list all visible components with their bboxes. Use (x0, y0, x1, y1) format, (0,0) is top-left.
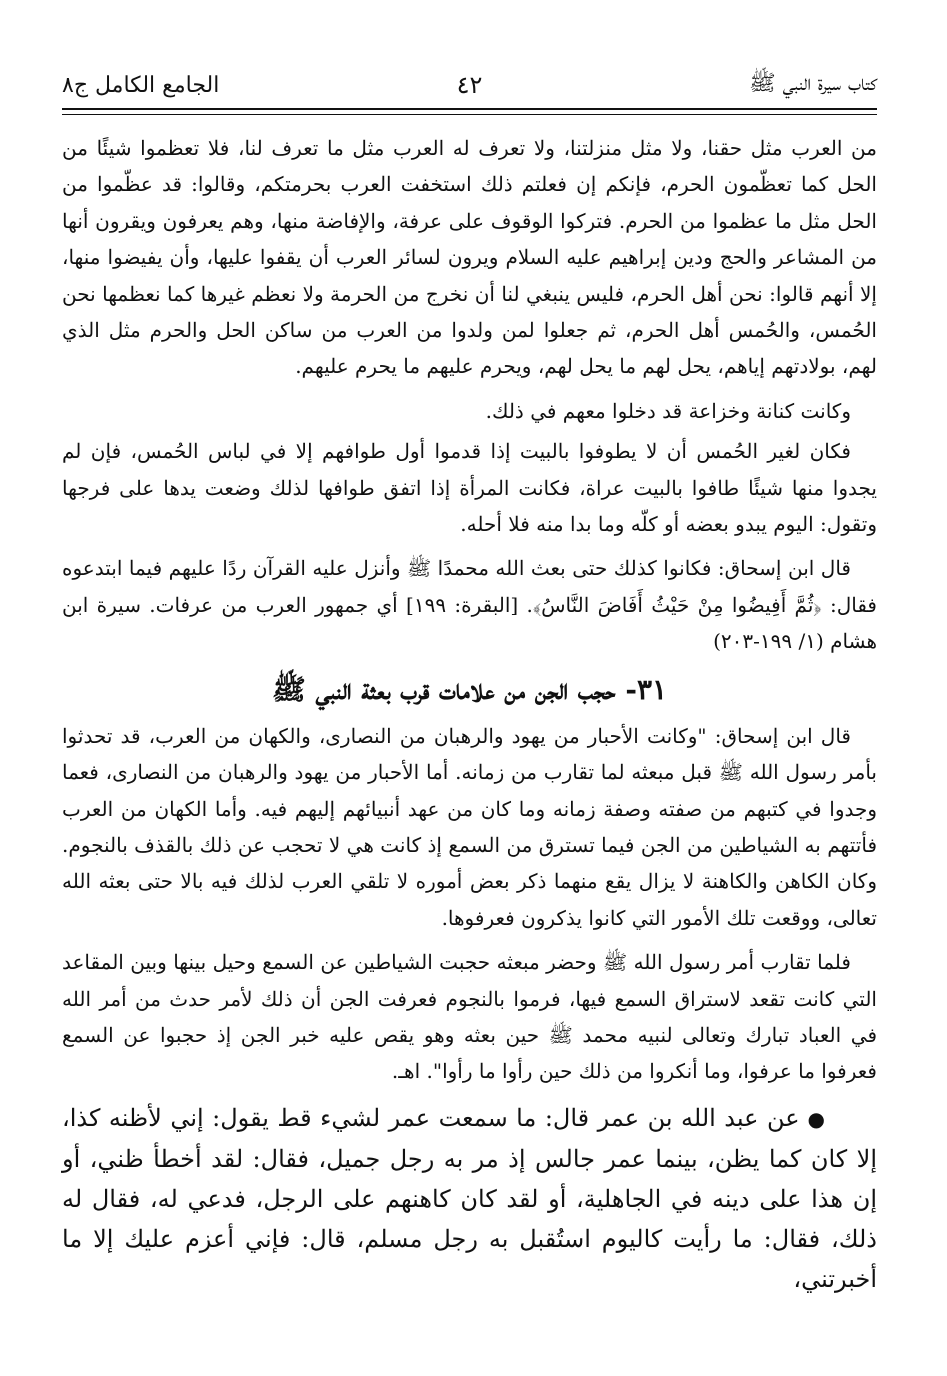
section-paragraph-2: فلما تقارب أمر رسول الله ﷺ وحضر مبعثه حجبت الشياطين عن السمع وحيل بينها وبين المقاعد التي كانت تقعد لاستراق السمع فيها، فرموا بالنجوم فعرفت الجن أن ذلك لأمر حدث من أمر الله في العباد تبارك وتعالى لنبيه محمد ﷺ حين بعثه وهو يقص عليه خبر الجن إذ حجبوا عن السمع فعرفوا ما عرفوا، وما أنكروا من ذلك حين رأوا ما رأوا". اهـ. (62, 950, 877, 1084)
header-book-title: كتاب سيرة النبي ﷺ (749, 71, 877, 96)
hadith-paragraph (62, 1098, 877, 1299)
paragraph-1: من العرب مثل حقنا، ولا مثل منزلتنا، ولا تعرف له العرب مثل ما تعرف لنا، فلا تعظموا شيئًا من الحل كما تعظّمون الحرم، فإنكم إن فعلتم ذلك استخفت العرب بحرمتكم، وقالوا: قد عظّموا من الحل مثل ما عظموا من الحرم. فتركوا الوقوف على عرفة، والإفاضة منها، وهم يعرفون ويقرون أنها من المشاعر والحج ودين إبراهيم عليه السلام ويرون لسائر العرب أن يقفوا عليها، وأن يفيضوا منها، إلا أنهم قالوا: نحن أهل الحرم، فليس ينبغي لنا أن نخرج من الحرمة ولا نعظم غيرها كما نعظمها نحن الحُمس، والحُمس أهل الحرم، ثم جعلوا لمن ولدوا من العرب من ساكن الحل والحرم مثل الذي لهم، بولادتهم إياهم، يحل لهم ما يحل لهم، ويحرم عليهم ما يحرم عليهم. (62, 136, 877, 379)
page-body (62, 130, 877, 1307)
section-paragraph-1: قال ابن إسحاق: "وكانت الأحبار من يهود والرهبان من النصارى، والكهان من العرب، قد تحدثوا بأمر رسول الله ﷺ قبل مبعثه لما تقارب من زمانه. أما الأحبار من يهود والرهبان من النصارى، فعما وجدوا في كتبهم من صفته وصفة زمانه وما كان من عهد أنبيائهم إليهم فيه. وأما الكهان من العرب فأتتهم به الشياطين من الجن فيما تسترق من السمع إذ كانت هي لا تحجب عن ذلك بالقذف بالنجوم. وكان الكاهن والكاهنة لا يزال يقع منهما ذكر بعض أموره لا تلقي العرب لذلك فيه بالا حتى بعثه الله تعالى، ووقعت تلك الأمور التي كانوا يذكرون فعرفوها. (62, 723, 877, 930)
page-number: ٤٢ (456, 71, 483, 99)
header-rule-thin (62, 114, 877, 115)
paragraph-3: فكان لغير الحُمس أن لا يطوفوا بالبيت إذا قدموا أول طوافهم إلا في لباس الحُمس، فإن لم يجدوا منها شيئًا طافوا بالبيت عراة، فكانت المرأة إذا اتفق طوافها لذلك وضعت يدها على فرجها وتقول: اليوم يبدو بعضه أو كلّه وما بدا منه فلا أحله. (62, 439, 877, 537)
running-header (62, 68, 877, 102)
header-volume-title: الجامع الكامل ج٨ (62, 72, 220, 98)
bullet-icon: ● (807, 1106, 825, 1131)
header-rule-thick (62, 108, 877, 110)
paragraph-4: قال ابن إسحاق: فكانوا كذلك حتى بعث الله محمدًا ﷺ وأنزل عليه القرآن ردًا عليهم فيما ابتدعوه فقال: ﴿ثُمَّ أَفِيضُوا مِنْ حَيْثُ أَفَاضَ النَّاسُ﴾. [البقرة: ١٩٩] أي جمهور العرب من عرفات. سيرة ابن هشام (١/ ١٩٩-٢٠٣) (62, 556, 877, 654)
hadith-text: عن عبد الله بن عمر قال: ما سمعت عمر لشيء قط يقول: إني لأظنه كذا، إلا كان كما يظن، بينما عمر جالس إذ مر به رجل جميل، فقال: لقد أخطأ ظني، أو إن هذا على دينه في الجاهلية، أو لقد كان كاهنهم على الرجل، فدعي له، فقال له ذلك، فقال: ما رأيت كاليوم استُقبل به رجل مسلم، قال: فإني أعزم عليك إلا ما أخبرتني، (62, 1103, 877, 1293)
paragraph-2: وكانت كنانة وخزاعة قد دخلوا معهم في ذلك. (485, 398, 851, 423)
section-heading: ٣١- حجب الجن من علامات قرب بعثة النبي ﷺ (271, 672, 668, 706)
